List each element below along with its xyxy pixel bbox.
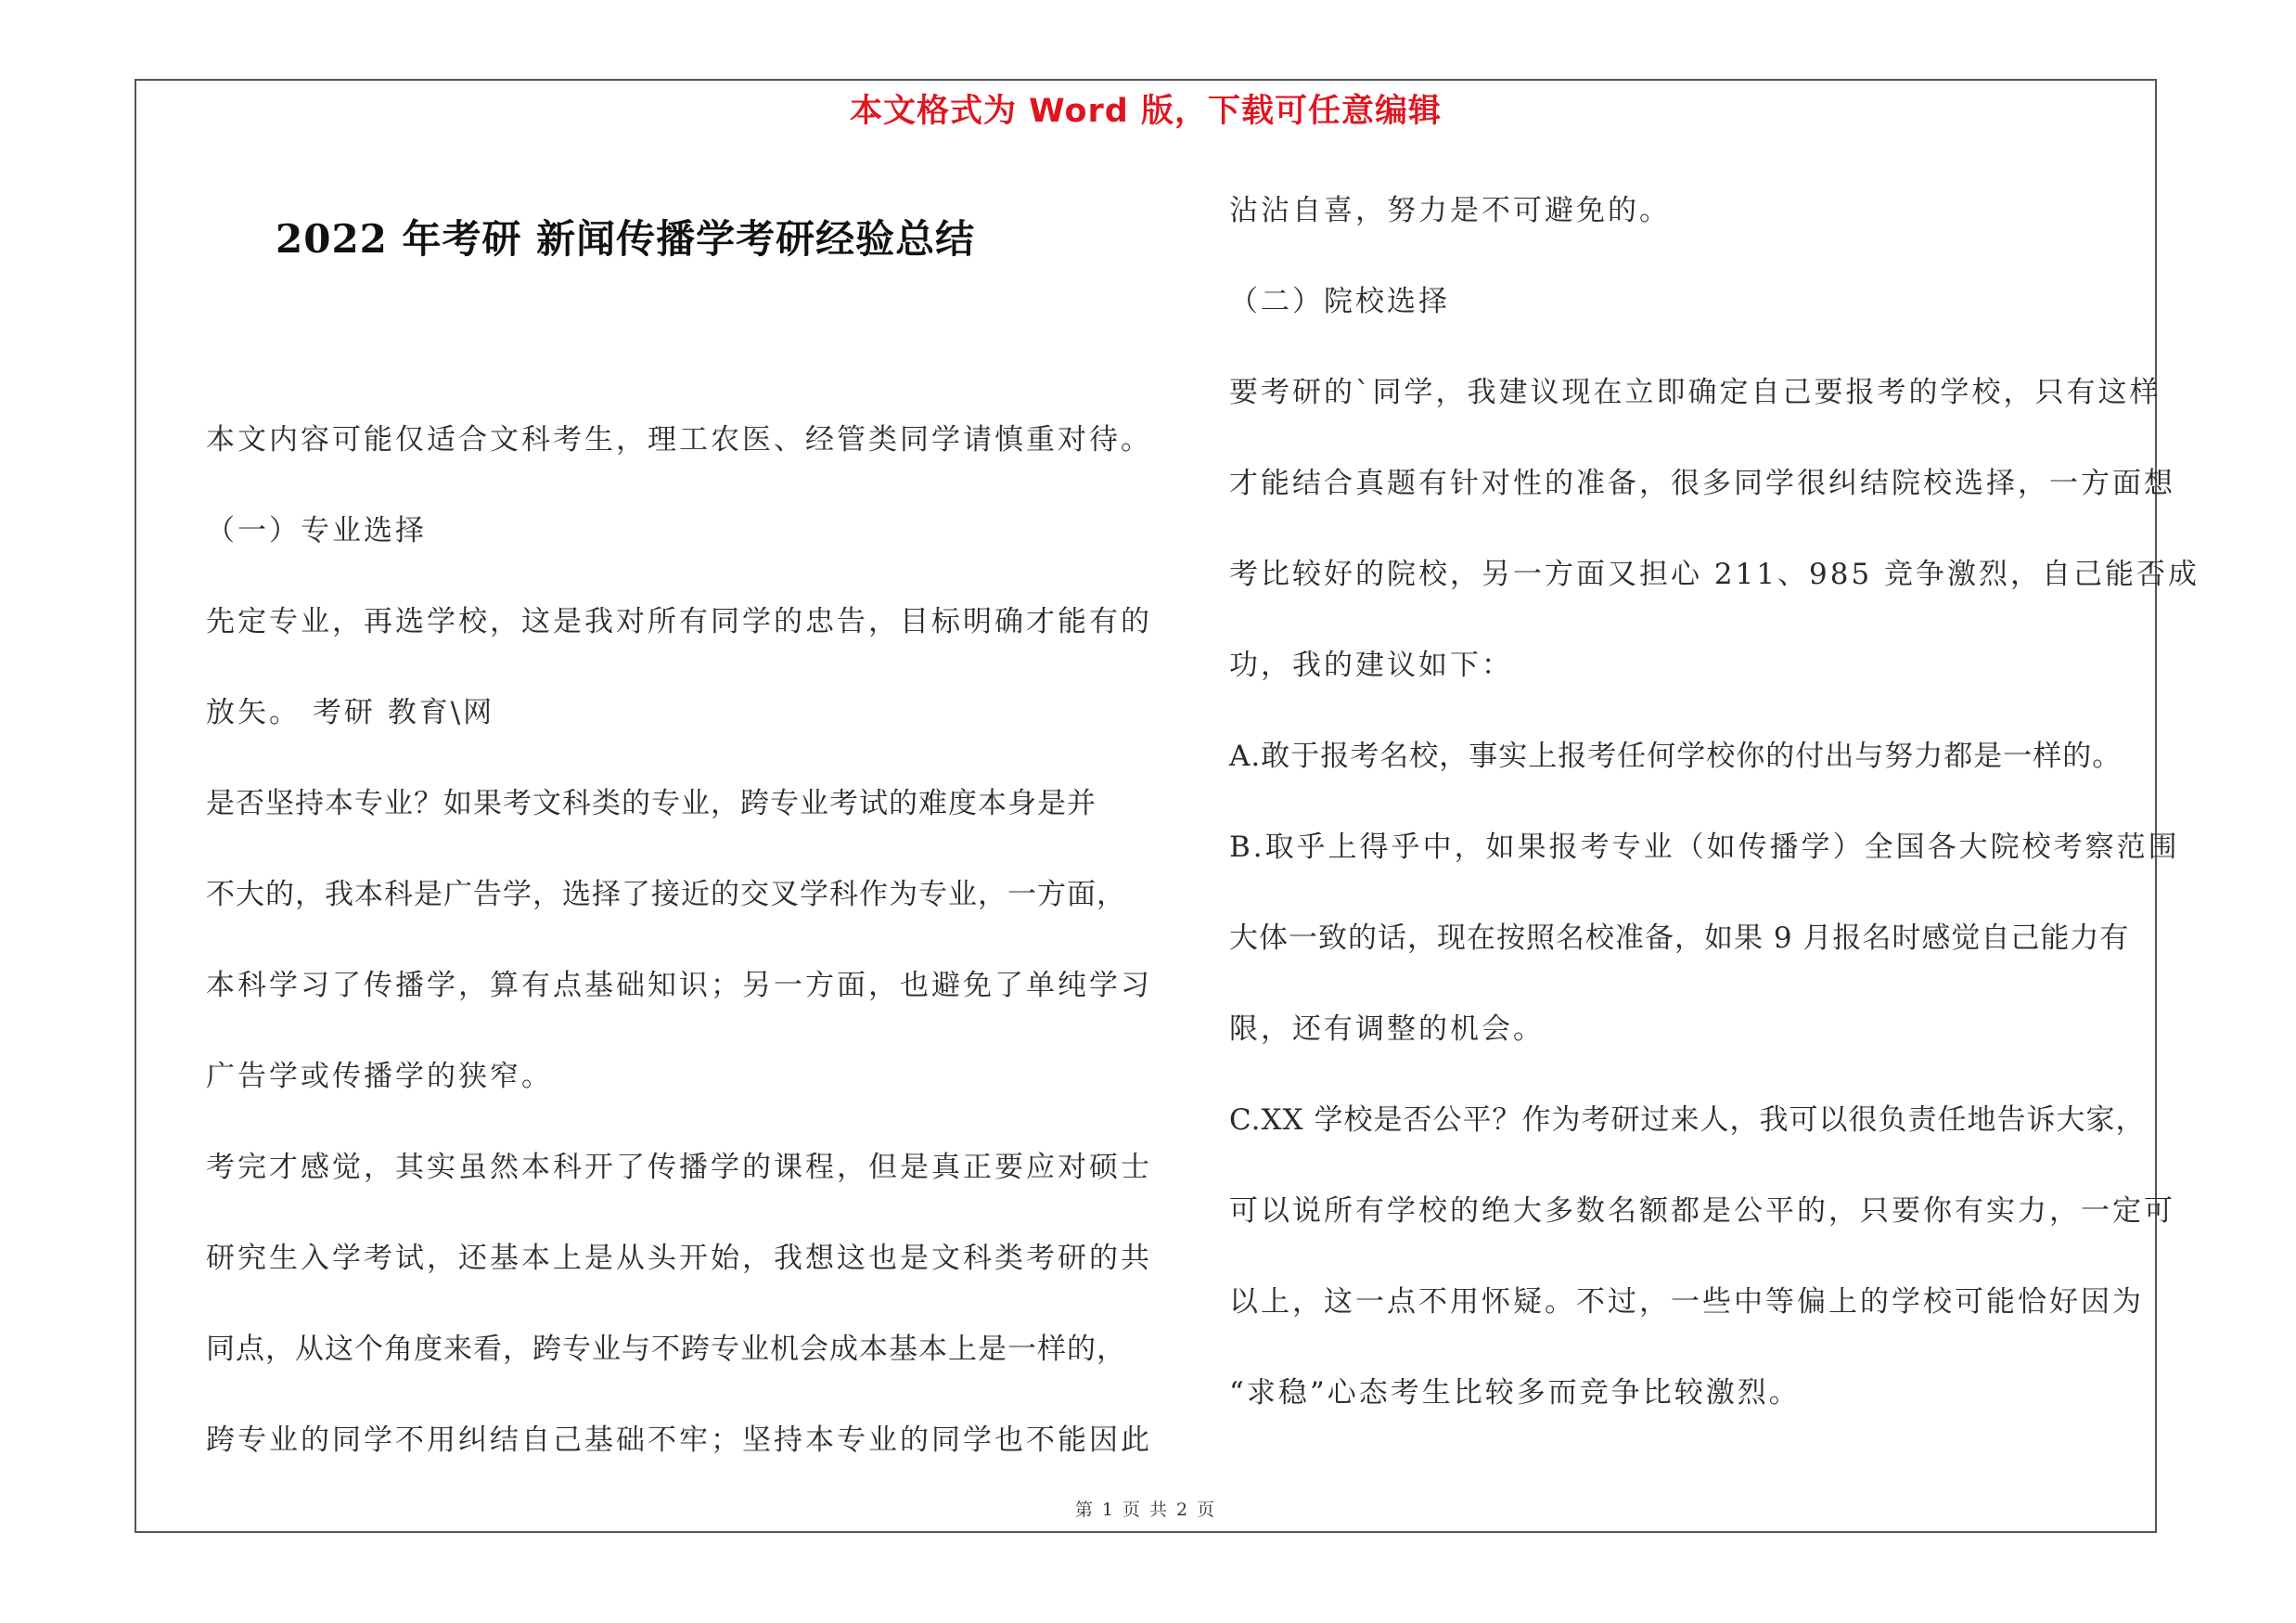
format-notice-banner: 本文格式为 Word 版，下载可任意编辑 xyxy=(849,93,1443,130)
paragraph-line: 考比较好的院校，另一方面又担心 211、985 竞争激烈，自己能否成 xyxy=(1229,558,2200,591)
paragraph-line: 沾沾自喜，努力是不可避免的。 xyxy=(1229,194,1671,227)
paragraph-line: 限，还有调整的机会。 xyxy=(1229,1012,1545,1046)
paragraph-line: 本文内容可能仅适合文科考生，理工农医、经管类同学请慎重对待。 xyxy=(206,423,1152,457)
section-heading-school: （二）院校选择 xyxy=(1229,285,1450,318)
document-title: 2022 年考研 新闻传播学考研经验总结 xyxy=(276,216,976,262)
paragraph-line: 大体一致的话，现在按照名校准备，如果 9 月报名时感觉自己能力有 xyxy=(1229,921,2130,955)
page-number-footer: 第 1 页 共 2 页 xyxy=(1074,1500,1217,1520)
paragraph-line: 广告学或传播学的狭窄。 xyxy=(206,1060,553,1093)
paragraph-line: 才能结合真题有针对性的准备，很多同学很纠结院校选择，一方面想 xyxy=(1229,467,2175,500)
advice-item-b: B.取乎上得乎中，如果报考专业（如传播学）全国各大院校考察范围 xyxy=(1229,831,2180,864)
paragraph-line: 不大的，我本科是广告学，选择了接近的交叉学科作为专业，一方面， xyxy=(206,878,1126,911)
paragraph-line: 放矢。 考研 教育\网 xyxy=(206,696,495,729)
paragraph-line: “求稳”心态考生比较多而竞争比较激烈。 xyxy=(1229,1376,1801,1410)
paragraph-line: 要考研的`同学，我建议现在立即确定自己要报考的学校，只有这样 xyxy=(1229,376,2161,409)
left-column xyxy=(206,394,1161,1486)
paragraph-line: 研究生入学考试，还基本上是从头开始，我想这也是文科类考研的共 xyxy=(206,1242,1152,1275)
paragraph-line: 是否坚持本专业？如果考文科类的专业，跨专业考试的难度本身是并 xyxy=(206,787,1097,820)
paragraph-line: 可以说所有学校的绝大多数名额都是公平的，只要你有实力，一定可 xyxy=(1229,1194,2175,1228)
paragraph-line: 以上，这一点不用怀疑。不过，一些中等偏上的学校可能恰好因为 xyxy=(1229,1285,2144,1319)
paragraph-line: 先定专业，再选学校，这是我对所有同学的忠告，目标明确才能有的 xyxy=(206,605,1152,638)
paragraph-line: 跨专业的同学不用纠结自己基础不牢；坚持本专业的同学也不能因此 xyxy=(206,1423,1152,1457)
right-column xyxy=(1229,165,2200,1438)
paragraph-line: 功，我的建议如下： xyxy=(1229,649,1513,682)
paragraph-line: 本科学习了传播学，算有点基础知识；另一方面，也避免了单纯学习 xyxy=(206,969,1152,1002)
paragraph-line: 考完才感觉，其实虽然本科开了传播学的课程，但是真正要应对硕士 xyxy=(206,1151,1152,1184)
advice-item-c: C.XX 学校是否公平？作为考研过来人，我可以很负责任地告诉大家， xyxy=(1229,1103,2146,1137)
section-heading-major: （一）专业选择 xyxy=(206,514,427,547)
advice-item-a: A.敢于报考名校，事实上报考任何学校你的付出与努力都是一样的。 xyxy=(1229,740,2123,773)
paragraph-line: 同点，从这个角度来看，跨专业与不跨专业机会成本基本上是一样的， xyxy=(206,1333,1126,1366)
